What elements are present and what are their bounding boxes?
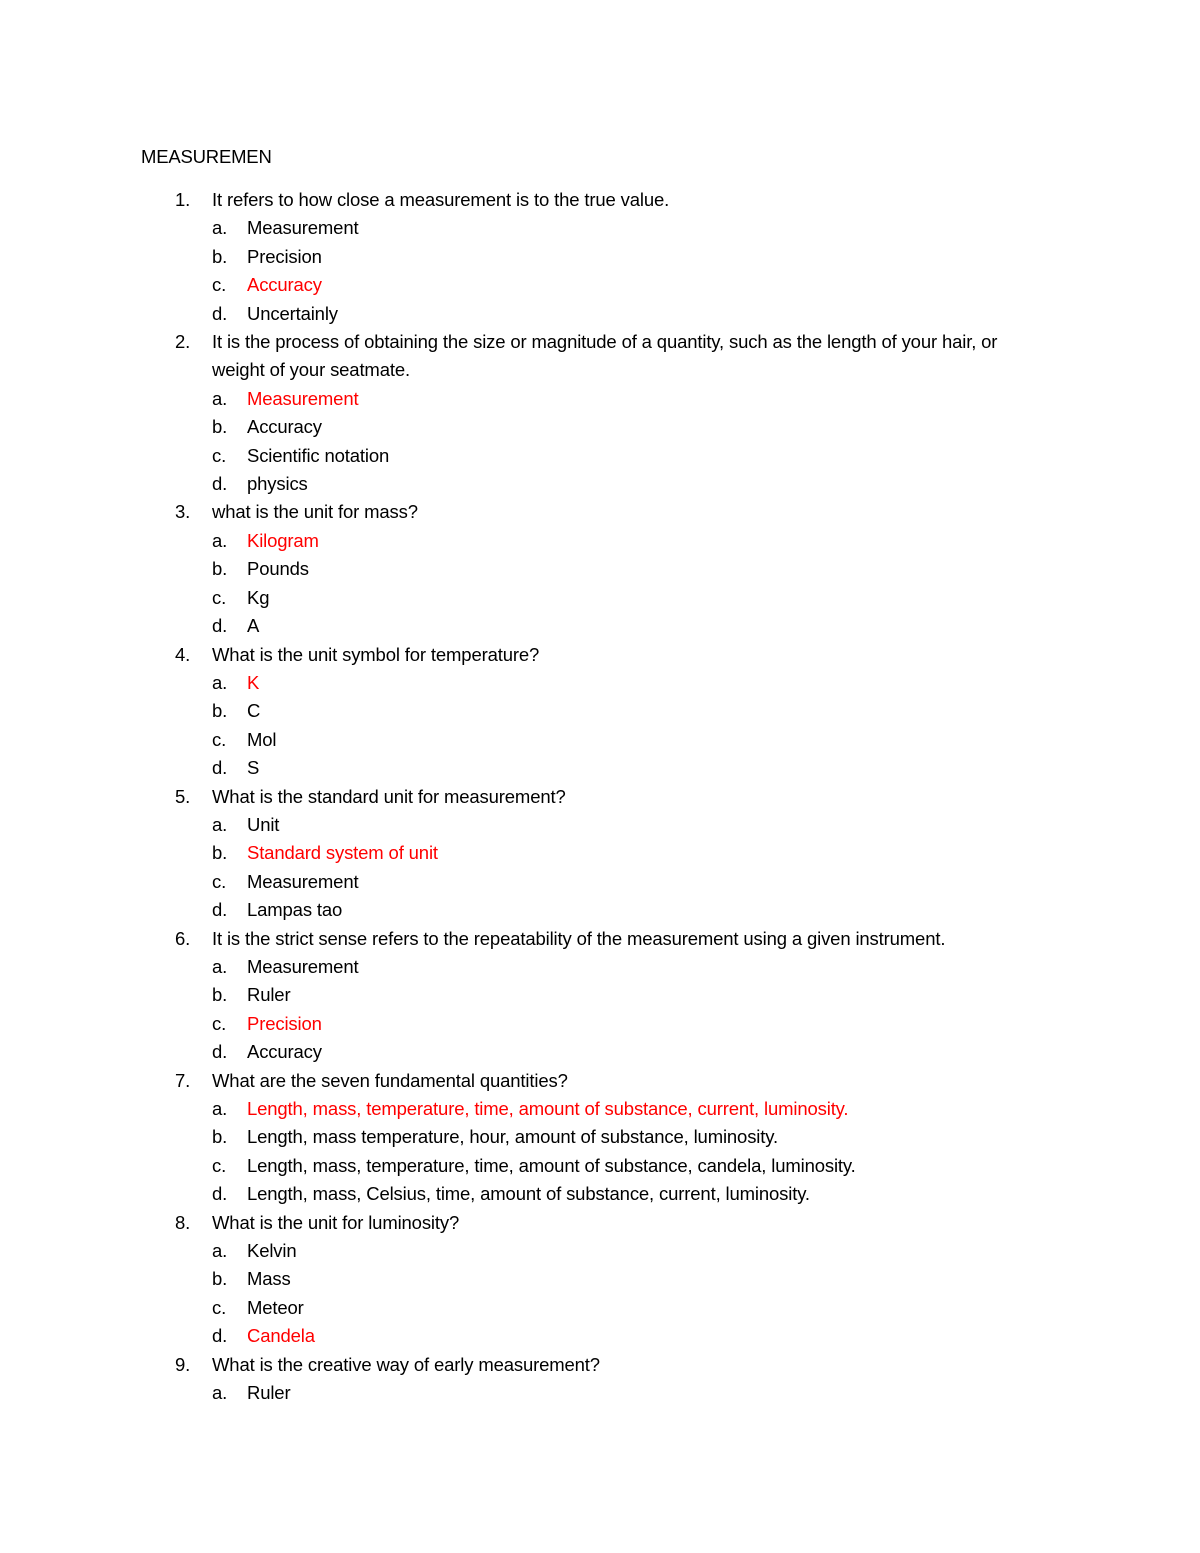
- option-text: Scientific notation: [247, 444, 390, 466]
- option-text: Candela: [247, 1325, 315, 1347]
- option-letter: b.: [212, 842, 228, 864]
- answer-option: [0, 1237, 1200, 1265]
- answer-option-correct: [0, 1095, 1200, 1123]
- question-prompt: What is the unit symbol for temperature?: [212, 643, 540, 665]
- option-letter: d.: [212, 757, 228, 779]
- question-item: [0, 1209, 1200, 1351]
- option-list: [0, 811, 1200, 925]
- option-letter: d.: [212, 899, 228, 921]
- question-number: 7.: [175, 1069, 191, 1091]
- answer-option: [0, 442, 1200, 470]
- answer-option: [0, 726, 1200, 754]
- answer-option-correct: [0, 839, 1200, 867]
- option-text: Measurement: [247, 955, 359, 977]
- option-letter: a.: [212, 217, 228, 239]
- question-prompt: What is the standard unit for measurement?: [212, 785, 566, 807]
- option-letter: b.: [212, 558, 228, 580]
- option-text: K: [247, 671, 260, 693]
- option-letter: a.: [212, 1382, 228, 1404]
- question-text: [0, 1067, 1200, 1095]
- option-text: Accuracy: [247, 1041, 322, 1063]
- option-letter: c.: [212, 1012, 227, 1034]
- answer-option: [0, 953, 1200, 981]
- question-text: [0, 1209, 1200, 1237]
- question-number: 1.: [175, 189, 191, 210]
- option-letter: c.: [212, 586, 227, 608]
- question-prompt: what is the unit for mass?: [212, 501, 418, 523]
- option-text: Precision: [247, 245, 322, 267]
- answer-option: [0, 697, 1200, 725]
- option-letter: b.: [212, 1126, 228, 1148]
- option-list: [0, 1379, 1200, 1407]
- document-title: MEASUREMEN: [141, 146, 272, 167]
- answer-option: [0, 1152, 1200, 1180]
- question-item: [0, 925, 1200, 1067]
- option-letter: b.: [212, 984, 228, 1006]
- option-text: Meteor: [247, 1296, 304, 1318]
- question-prompt: It is the process of obtaining the size or magnitude of a quantity, such as the length of your hair, or weight of your seatmate.: [212, 331, 998, 381]
- question-text: [0, 328, 1200, 385]
- option-list: [0, 953, 1200, 1067]
- answer-option: [0, 981, 1200, 1009]
- question-text: [0, 925, 1200, 953]
- answer-option: [0, 612, 1200, 640]
- option-text: Kg: [247, 586, 270, 608]
- option-letter: d.: [212, 1325, 228, 1347]
- option-text: Length, mass, Celsius, time, amount of substance, current, luminosity.: [247, 1183, 810, 1205]
- option-text: Ruler: [247, 1382, 291, 1404]
- answer-option: [0, 754, 1200, 782]
- option-text: Unit: [247, 813, 280, 835]
- option-text: Ruler: [247, 984, 291, 1006]
- answer-option-correct: [0, 1010, 1200, 1038]
- question-prompt: It refers to how close a measurement is to the true value.: [212, 189, 670, 210]
- option-letter: a.: [212, 387, 228, 409]
- option-letter: a.: [212, 1240, 228, 1262]
- answer-option: [0, 896, 1200, 924]
- question-text: [0, 1351, 1200, 1379]
- option-text: S: [247, 757, 260, 779]
- option-letter: b.: [212, 700, 228, 722]
- option-letter: c.: [212, 870, 227, 892]
- answer-option: [0, 1379, 1200, 1407]
- option-text: Kelvin: [247, 1240, 297, 1262]
- option-text: Measurement: [247, 217, 359, 239]
- option-text: A: [247, 615, 260, 637]
- question-number: 4.: [175, 643, 191, 665]
- answer-option: [0, 243, 1200, 271]
- answer-option: [0, 811, 1200, 839]
- option-list: [0, 527, 1200, 641]
- option-letter: d.: [212, 302, 228, 324]
- option-letter: b.: [212, 416, 228, 438]
- answer-option-correct: [0, 527, 1200, 555]
- question-prompt: What are the seven fundamental quantities?: [212, 1069, 568, 1091]
- option-letter: c.: [212, 728, 227, 750]
- option-list: [0, 1095, 1200, 1209]
- option-letter: c.: [212, 1154, 227, 1176]
- question-text: [0, 783, 1200, 811]
- answer-option-correct: [0, 385, 1200, 413]
- option-letter: b.: [212, 1268, 228, 1290]
- option-text: Mass: [247, 1268, 291, 1290]
- option-text: Lampas tao: [247, 899, 343, 921]
- question-number: 5.: [175, 785, 191, 807]
- option-list: [0, 214, 1200, 328]
- option-letter: a.: [212, 813, 228, 835]
- option-text: Accuracy: [247, 416, 322, 438]
- answer-option-correct: [0, 1322, 1200, 1350]
- question-list: [0, 186, 1200, 1407]
- question-text: [0, 498, 1200, 526]
- option-list: [0, 669, 1200, 783]
- answer-option-correct: [0, 669, 1200, 697]
- option-text: C: [247, 700, 261, 722]
- option-letter: a.: [212, 529, 228, 551]
- option-letter: c.: [212, 1296, 227, 1318]
- question-item: [0, 783, 1200, 925]
- option-text: Precision: [247, 1012, 322, 1034]
- option-text: physics: [247, 473, 308, 495]
- option-letter: a.: [212, 1098, 228, 1119]
- answer-option-correct: [0, 271, 1200, 299]
- answer-option: [0, 868, 1200, 896]
- answer-option: [0, 1123, 1200, 1151]
- answer-option: [0, 1038, 1200, 1066]
- answer-option: [0, 413, 1200, 441]
- option-text: Length, mass, temperature, time, amount of substance, current, luminosity.: [247, 1098, 849, 1119]
- option-list: [0, 1237, 1200, 1351]
- question-number: 9.: [175, 1353, 191, 1375]
- question-prompt: What is the unit for luminosity?: [212, 1211, 460, 1233]
- question-item: [0, 186, 1200, 328]
- question-prompt: It is the strict sense refers to the repeatability of the measurement using a given instrument.: [212, 927, 946, 949]
- question-item: [0, 1351, 1200, 1408]
- option-letter: a.: [212, 671, 228, 693]
- question-number: 8.: [175, 1211, 191, 1233]
- question-text: [0, 641, 1200, 669]
- answer-option: [0, 584, 1200, 612]
- option-letter: c.: [212, 444, 227, 466]
- option-text: Length, mass temperature, hour, amount of substance, luminosity.: [247, 1126, 778, 1148]
- question-text: [0, 186, 1200, 214]
- question-item: [0, 328, 1200, 498]
- answer-option: [0, 1294, 1200, 1322]
- option-letter: d.: [212, 615, 228, 637]
- question-number: 2.: [175, 331, 191, 353]
- answer-option: [0, 300, 1200, 328]
- question-number: 3.: [175, 501, 191, 523]
- answer-option: [0, 1265, 1200, 1293]
- option-text: Mol: [247, 728, 277, 750]
- option-letter: b.: [212, 245, 228, 267]
- option-letter: a.: [212, 955, 228, 977]
- option-letter: d.: [212, 473, 228, 495]
- question-item: [0, 498, 1200, 640]
- option-text: Measurement: [247, 870, 359, 892]
- answer-option: [0, 214, 1200, 242]
- option-text: Standard system of unit: [247, 842, 438, 864]
- option-text: Measurement: [247, 387, 359, 409]
- option-letter: d.: [212, 1183, 228, 1205]
- option-text: Length, mass, temperature, time, amount of substance, candela, luminosity.: [247, 1154, 856, 1176]
- question-item: [0, 641, 1200, 783]
- option-text: Accuracy: [247, 274, 322, 296]
- answer-option: [0, 1180, 1200, 1208]
- answer-option: [0, 555, 1200, 583]
- option-text: Uncertainly: [247, 302, 338, 324]
- option-letter: d.: [212, 1041, 228, 1063]
- option-text: Pounds: [247, 558, 309, 580]
- option-letter: c.: [212, 274, 227, 296]
- option-list: [0, 385, 1200, 499]
- question-number: 6.: [175, 927, 191, 949]
- question-prompt: What is the creative way of early measurement?: [212, 1353, 600, 1375]
- option-text: Kilogram: [247, 529, 319, 551]
- answer-option: [0, 470, 1200, 498]
- question-item: [0, 1067, 1200, 1209]
